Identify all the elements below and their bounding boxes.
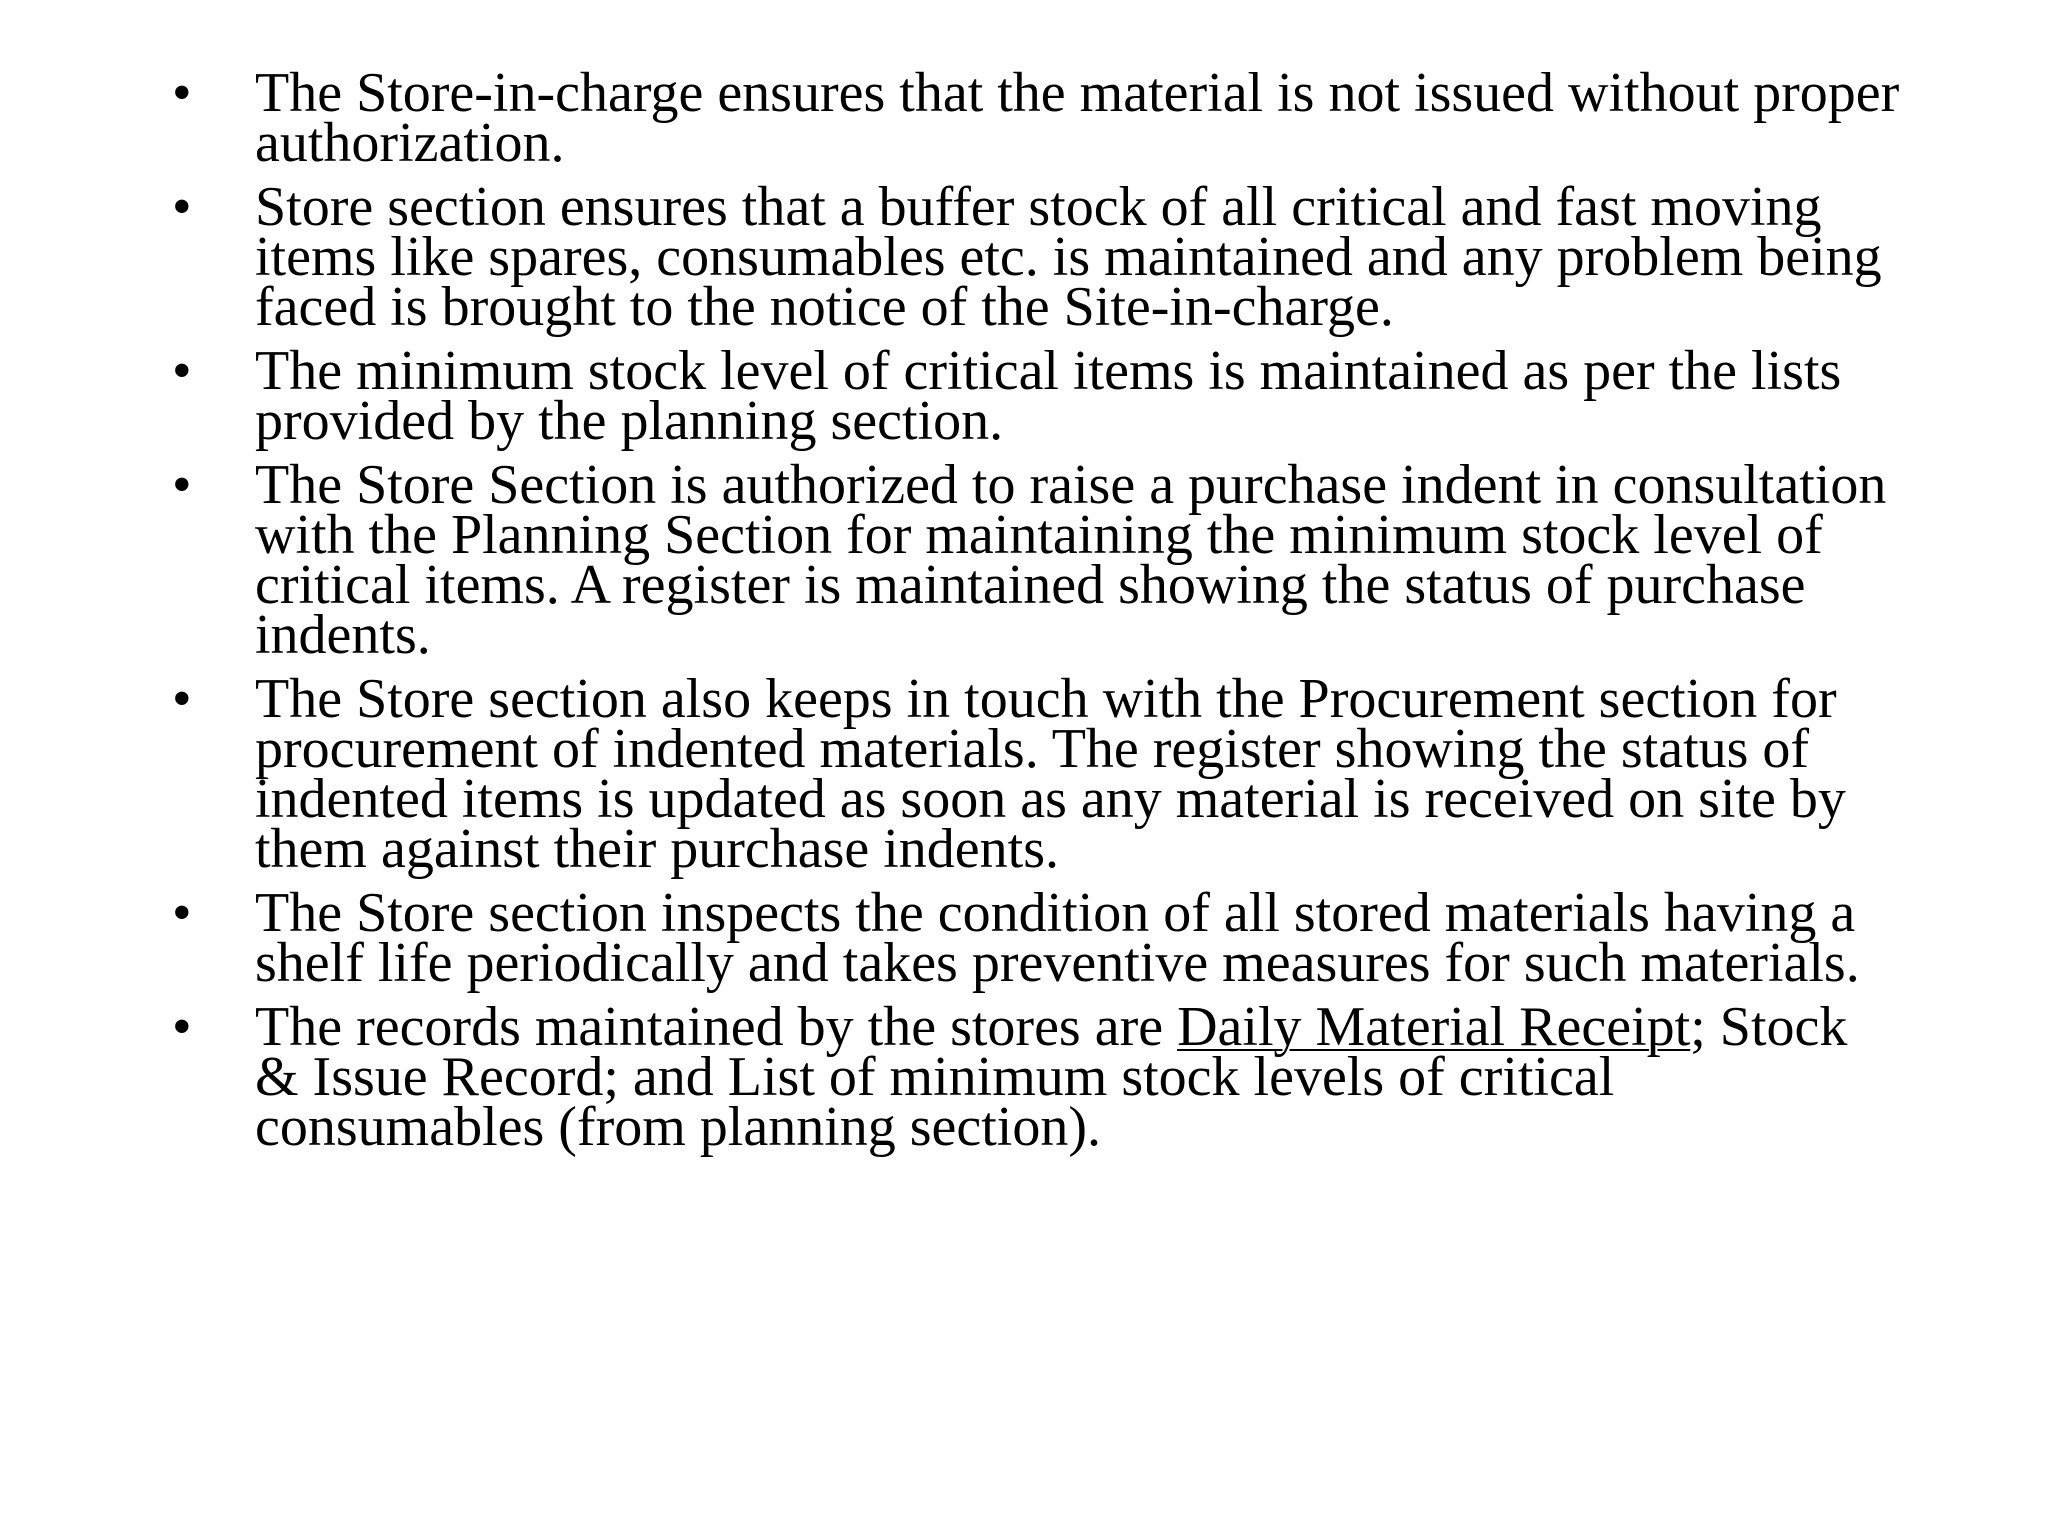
bullet-text: Store section ensures that a buffer stock of all critical and fast moving items like spares, consumables etc. is maintained and any problem being faced is brought to the notice of the Site-in-charge.	[255, 176, 1882, 338]
bullet-icon: •	[172, 454, 192, 516]
bullet-item	[172, 454, 1902, 666]
bullet-item	[172, 340, 1902, 452]
bullet-item	[172, 882, 1902, 994]
bullet-item	[172, 668, 1902, 880]
bullet-icon: •	[172, 996, 192, 1058]
bullet-text: The Store section inspects the condition of all stored materials having a shelf life periodically and takes preventive measures for such materials.	[255, 882, 1860, 994]
bullet-text: The Store section also keeps in touch with the Procurement section for procurement of indented materials. The register showing the status of indented items is updated as soon as any material is received on site by them against their purchase indents.	[255, 668, 1846, 880]
daily-material-receipt-link[interactable]: Daily Material Receipt	[1177, 996, 1691, 1058]
records-text-before: The records maintained by the stores are	[255, 996, 1178, 1058]
bullet-text-records	[255, 996, 1902, 1158]
bullet-text: The Store Section is authorized to raise a purchase indent in consultation with the Planning Section for maintaining the minimum stock level of critical items. A register is maintained showing the status of purchase indents.	[255, 454, 1887, 666]
bullet-text: The Store-in-charge ensures that the material is not issued without proper authorization.	[255, 62, 1900, 174]
bullet-item	[172, 996, 1902, 1158]
bullet-icon: •	[172, 62, 192, 124]
bullet-icon: •	[172, 668, 192, 730]
bullet-icon: •	[172, 340, 192, 402]
bullet-text: The minimum stock level of critical items is maintained as per the lists provided by the planning section.	[255, 340, 1842, 452]
bullet-list	[172, 62, 1902, 1166]
records-text-after: ; Stock & Issue Record; and List of minimum stock levels of critical consumables (from planning section).	[255, 996, 1848, 1158]
bullet-icon: •	[172, 176, 192, 238]
bullet-item	[172, 176, 1902, 338]
bullet-item	[172, 62, 1902, 174]
bullet-icon: •	[172, 882, 192, 944]
